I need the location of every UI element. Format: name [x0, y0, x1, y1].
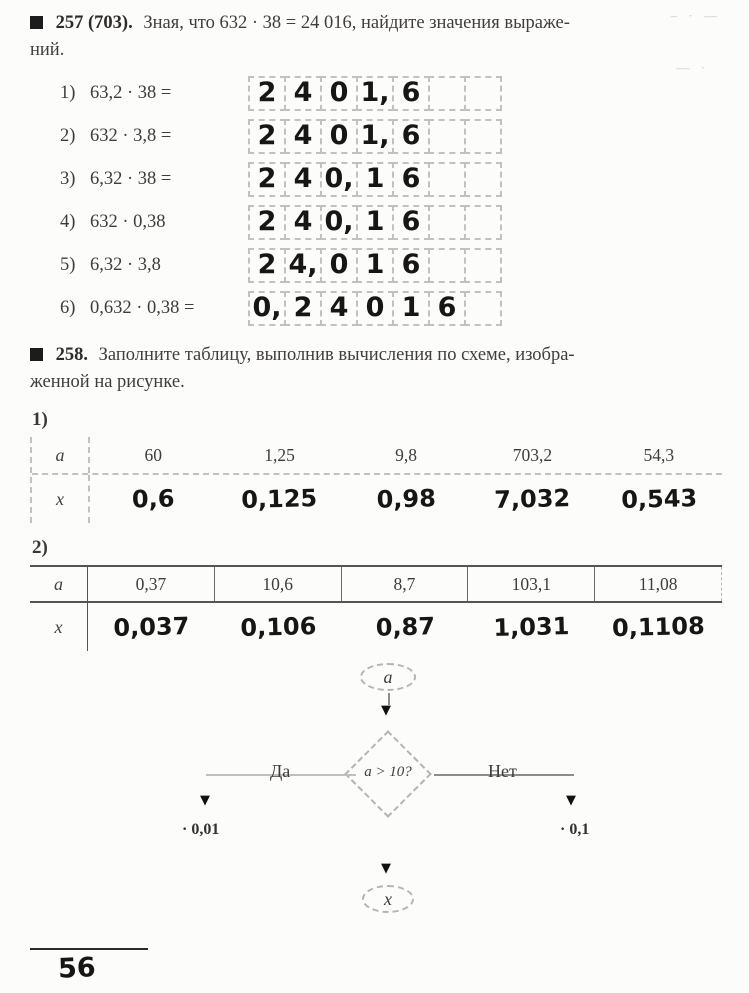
expression-row-4	[60, 204, 729, 240]
answer-cell: 6	[428, 291, 466, 326]
answer-cell: 6	[392, 119, 430, 154]
answer-cell: 6	[392, 248, 430, 283]
handwritten-answer: 0,6	[131, 484, 175, 514]
flowchart-start-node: a	[360, 663, 416, 691]
answer-cell: 6	[392, 76, 430, 111]
expression-row-1	[60, 75, 729, 111]
expression-text: 632 · 3,8 =	[90, 125, 172, 146]
expression-label: 2)	[60, 125, 76, 146]
handwritten-answer: 0,543	[620, 484, 698, 514]
expression-text: 0,632 · 0,38 =	[90, 297, 195, 318]
row-header-a: a	[32, 437, 90, 473]
expression-row-5	[60, 247, 729, 283]
answer-cell: 2	[248, 162, 286, 197]
table-cell: 60	[144, 444, 162, 465]
handwritten-answer: 0,87	[375, 612, 435, 642]
expression-text: 632 · 0,38	[90, 211, 166, 232]
scan-artifact: – · —	[670, 8, 721, 23]
row-header-x: x	[32, 475, 90, 523]
answer-cell: 1	[356, 248, 394, 283]
answer-strip	[248, 119, 502, 154]
bullet-square-icon	[30, 16, 43, 29]
table-cell: 0,37	[88, 567, 215, 601]
problem-257-number: 257 (703).	[55, 13, 133, 33]
problem-258-heading	[30, 342, 729, 369]
table-cell: 8,7	[342, 567, 469, 601]
flowchart-no-operation: · 0,1	[560, 821, 590, 838]
table-cell: 54,3	[643, 444, 675, 465]
problem-258-number: 258.	[55, 345, 88, 365]
expression-text: 6,32 · 3,8	[90, 254, 161, 275]
answer-cell: 0	[320, 248, 358, 283]
answer-cell: 4	[284, 205, 322, 240]
page-number: 56	[57, 952, 97, 985]
arrow-down-icon: ▼	[381, 861, 391, 876]
table-1-label: 1)	[32, 409, 48, 430]
table-2-label: 2)	[32, 537, 48, 558]
problem-258-statement-cont: женной на рисунке.	[30, 372, 185, 392]
scan-artifact: — ·	[676, 60, 709, 75]
answer-cell: 4	[284, 76, 322, 111]
table-1	[30, 437, 722, 523]
expression-row-3	[60, 161, 729, 197]
expression-label: 5)	[60, 254, 76, 275]
table-cell: 103,1	[468, 567, 595, 601]
flowchart-yes-label: Да	[270, 761, 291, 781]
arrow-down-icon: ▼	[381, 703, 391, 718]
expression-label: 6)	[60, 297, 76, 318]
answer-cell	[464, 162, 502, 197]
handwritten-answer: 0,1108	[611, 611, 706, 643]
table-row-a	[32, 437, 722, 475]
answer-strip	[248, 205, 502, 240]
answer-cell	[464, 76, 502, 111]
answer-cell: 4,	[284, 248, 322, 283]
handwritten-answer: 0,98	[376, 484, 436, 514]
answer-cell: 0	[356, 291, 394, 326]
answer-cell: 0	[320, 119, 358, 154]
answer-cell: 2	[248, 205, 286, 240]
flowchart-end-node: x	[362, 885, 414, 913]
handwritten-answer: 0,106	[239, 612, 317, 642]
answer-cell	[464, 119, 502, 154]
flowchart	[30, 663, 730, 915]
expression-label: 3)	[60, 168, 76, 189]
table-row-x	[32, 475, 722, 523]
expression-text: 6,32 · 38 =	[90, 168, 172, 189]
expression-list	[60, 75, 729, 326]
answer-cell: 1	[356, 162, 394, 197]
expression-label: 4)	[60, 211, 76, 232]
answer-strip	[248, 248, 502, 283]
expression-row-2	[60, 118, 729, 154]
answer-strip	[248, 76, 502, 111]
handwritten-answer: 1,031	[493, 612, 571, 642]
problem-257-heading	[30, 10, 729, 37]
problem-257-statement: Зная, что 632 · 38 = 24 016, найдите значения выраже-	[143, 13, 570, 33]
flowchart-no-label: Нет	[488, 761, 517, 781]
handwritten-answer: 0,037	[113, 612, 190, 642]
answer-cell: 0,	[320, 205, 358, 240]
handwritten-answer: 0,125	[241, 484, 318, 514]
answer-cell	[428, 119, 466, 154]
table-cell: 10,6	[215, 567, 342, 601]
answer-cell	[428, 76, 466, 111]
flowchart-condition: a > 10?	[364, 764, 412, 780]
answer-cell: 0	[320, 76, 358, 111]
expression-text: 63,2 · 38 =	[90, 82, 172, 103]
answer-cell: 4	[284, 162, 322, 197]
answer-cell: 4	[284, 119, 322, 154]
answer-cell	[428, 248, 466, 283]
handwritten-answer: 7,032	[494, 484, 571, 514]
flowchart-yes-operation: · 0,01	[182, 821, 220, 838]
answer-cell: 0,	[320, 162, 358, 197]
answer-cell: 1,	[356, 76, 394, 111]
answer-cell: 1	[392, 291, 430, 326]
table-cell: 11,08	[595, 567, 722, 601]
problem-257-statement-cont: ний.	[30, 40, 65, 60]
expression-row-6	[60, 290, 729, 326]
row-header-x: x	[30, 603, 88, 651]
answer-strip	[248, 162, 502, 197]
arrow-down-icon: ▼	[566, 793, 576, 808]
footer-rule	[30, 948, 148, 950]
answer-cell: 1,	[356, 119, 394, 154]
table-row-a	[30, 567, 722, 603]
table-2	[30, 565, 722, 651]
answer-cell: 6	[392, 162, 430, 197]
table-row-x	[30, 603, 722, 651]
answer-cell: 2	[248, 76, 286, 111]
answer-cell: 0,	[248, 291, 286, 326]
answer-cell: 1	[356, 205, 394, 240]
table-cell: 9,8	[395, 444, 417, 465]
bullet-square-icon	[30, 348, 43, 361]
table-cell: 703,2	[512, 444, 553, 465]
answer-cell: 6	[392, 205, 430, 240]
answer-cell: 2	[248, 248, 286, 283]
row-header-a: a	[30, 567, 88, 601]
answer-cell	[464, 205, 502, 240]
answer-cell: 2	[284, 291, 322, 326]
answer-cell: 4	[320, 291, 358, 326]
table-cell: 1,25	[264, 444, 295, 465]
answer-cell	[464, 291, 502, 326]
arrow-down-icon: ▼	[200, 793, 210, 808]
answer-strip	[248, 291, 502, 326]
expression-label: 1)	[60, 82, 76, 103]
problem-258-statement: Заполните таблицу, выполнив вычисления по схеме, изобра-	[98, 345, 575, 365]
page-footer	[30, 948, 148, 983]
answer-cell	[428, 205, 466, 240]
answer-cell: 2	[248, 119, 286, 154]
answer-cell	[428, 162, 466, 197]
answer-cell	[464, 248, 502, 283]
